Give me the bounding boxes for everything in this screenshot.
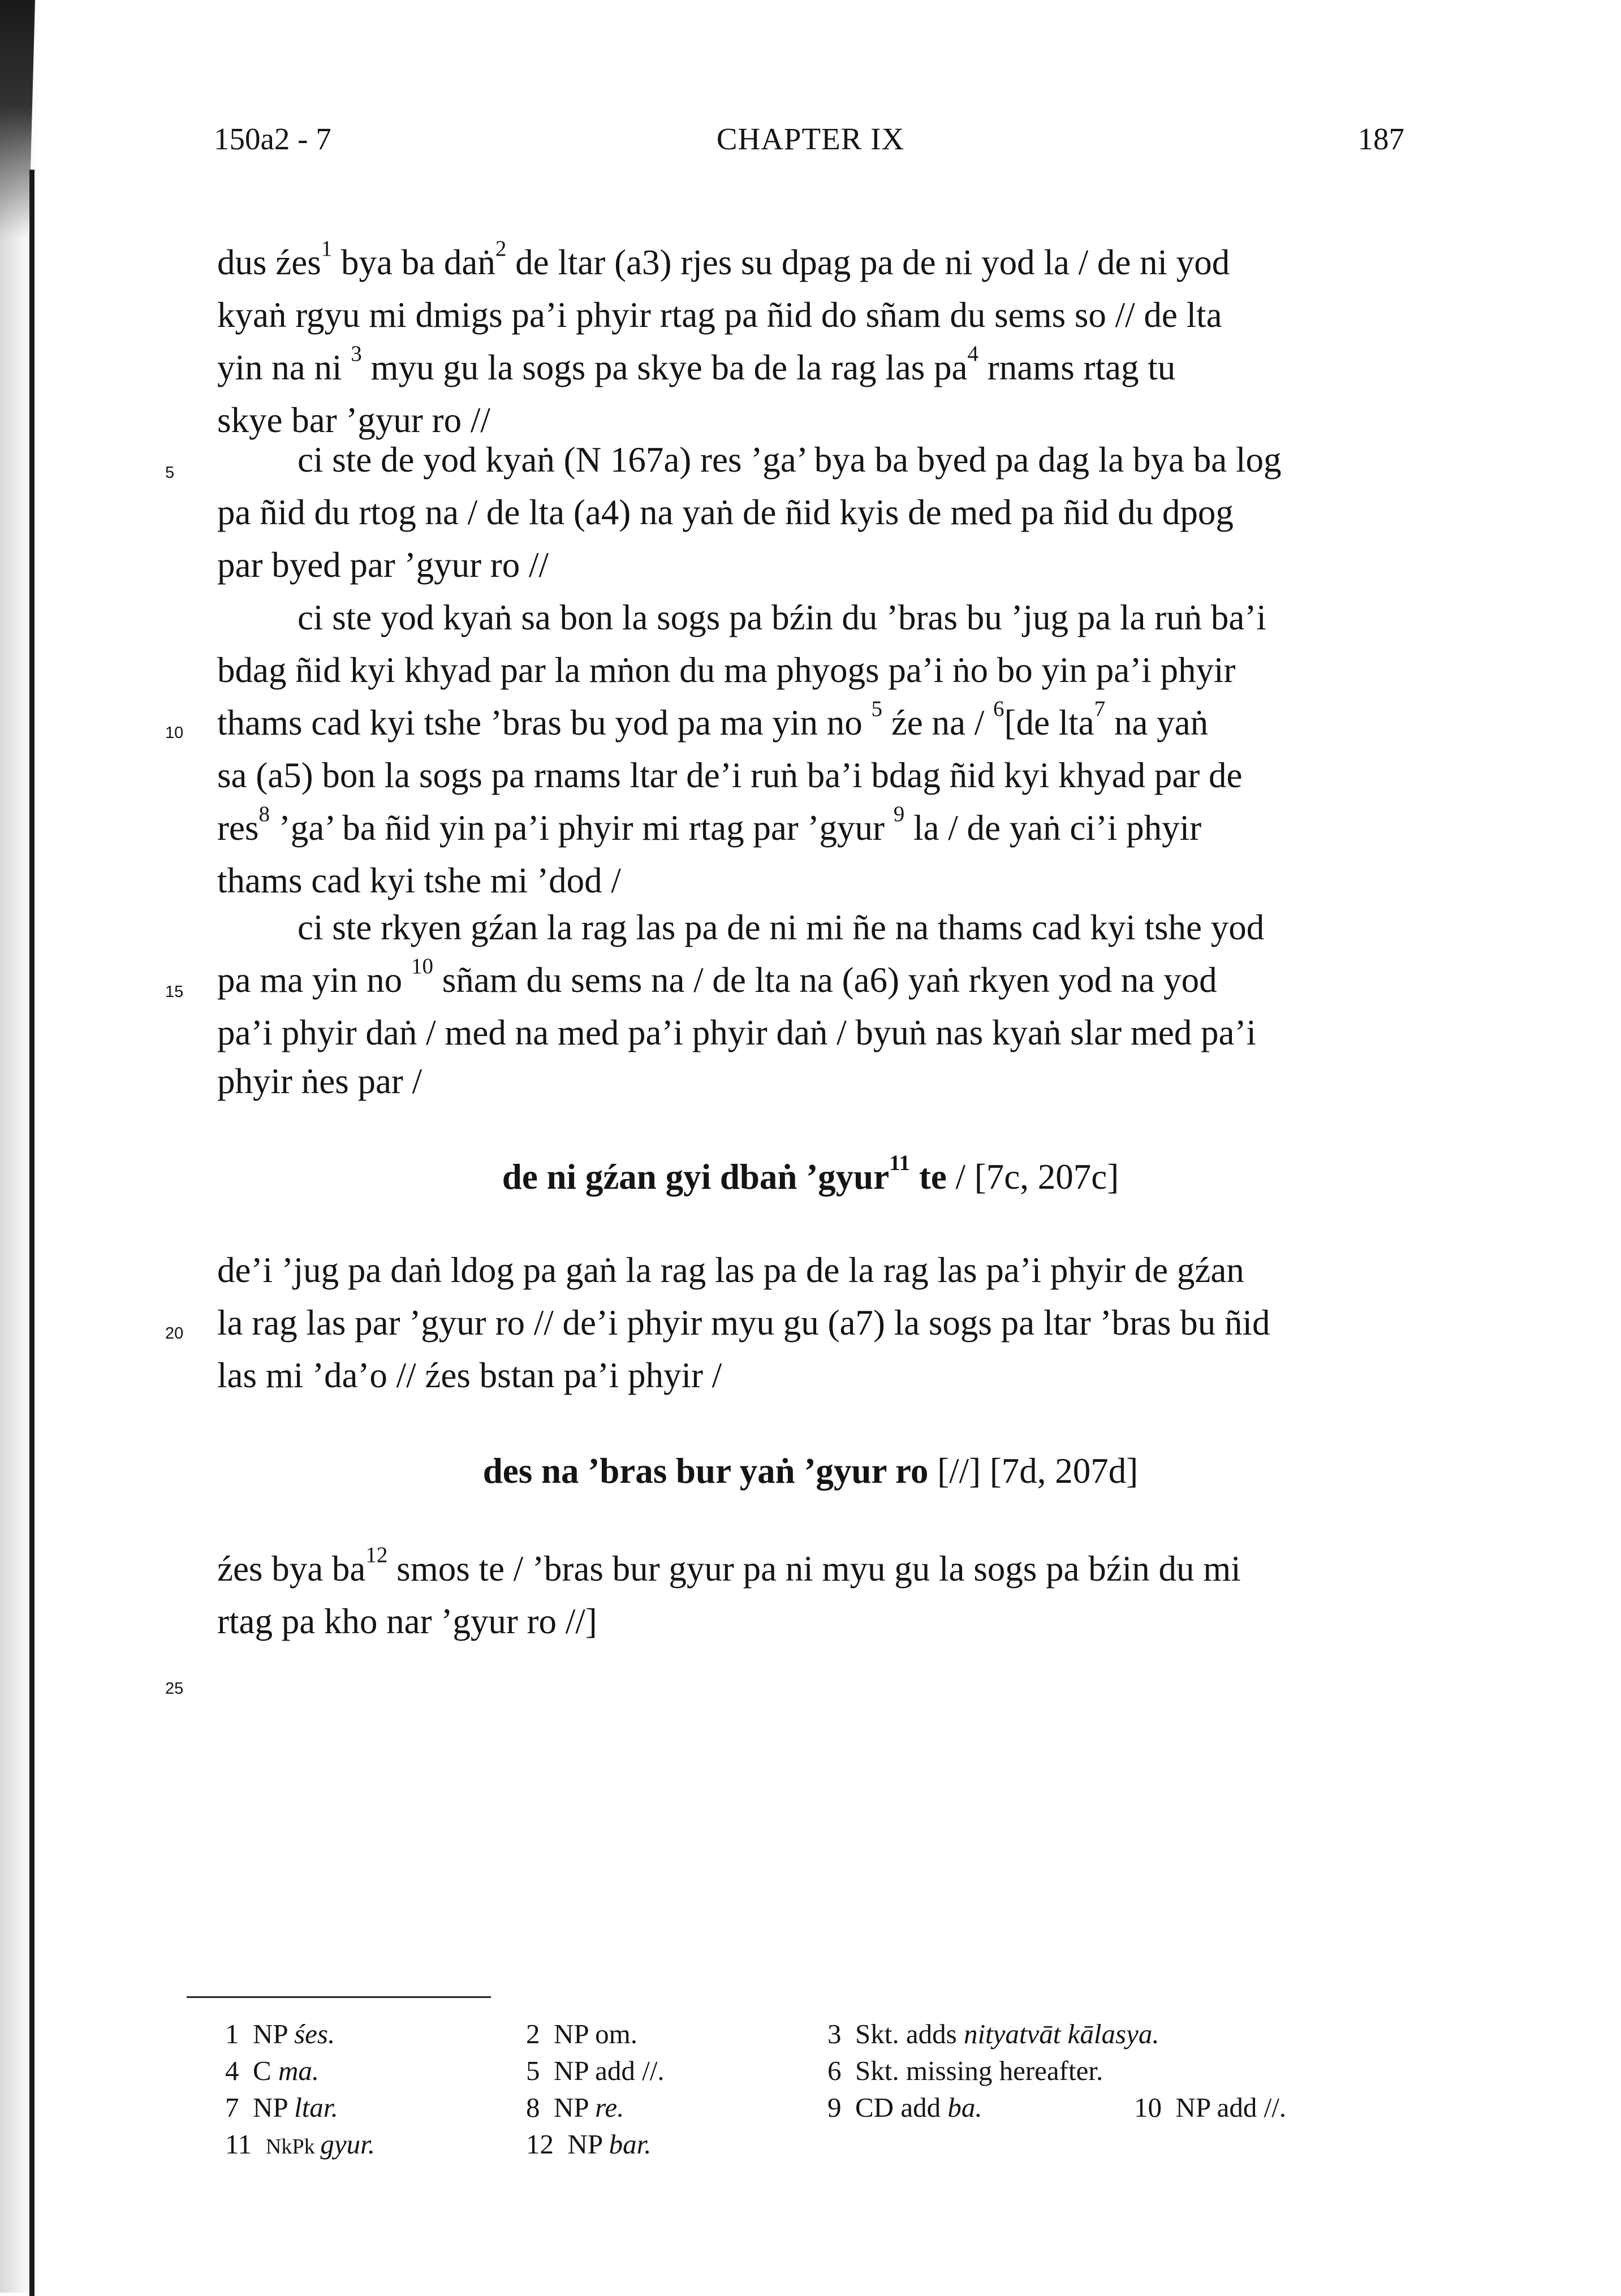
line-number: 5 xyxy=(165,464,175,482)
footnote-text: ba. xyxy=(947,2092,982,2123)
footnote-text: missing hereafter. xyxy=(906,2055,1103,2086)
text-line: pa’i phyir daṅ / med na med pa’i phyir daṅ / byuṅ nas kyaṅ slar med pa’i xyxy=(217,1013,1256,1052)
footnote-ref: 11 xyxy=(889,1150,911,1175)
text-line: ci ste rkyen gźan la rag las pa de ni mi ñe na thams cad kyi tshe yod xyxy=(298,908,1265,947)
footnote xyxy=(827,2090,982,2126)
footnote xyxy=(526,2126,651,2163)
text-line: dus źes$^1$ bya ba daṅ$^2$ de ltar (a3) rjes su dpag pa de ni yod la / de ni yod xyxy=(217,236,1230,282)
footnote-sigla: NkPk xyxy=(265,2135,321,2159)
footnote-text: re. xyxy=(595,2092,624,2123)
footnote-number: 7 xyxy=(225,2092,253,2123)
footnote-number: 6 xyxy=(827,2055,855,2086)
text-line: res$^8$ ’ga’ ba ñid yin pa’i phyir mi rtag par ’gyur $^9$ la / de yaṅ ci’i phyir xyxy=(217,801,1202,848)
line-number: 20 xyxy=(165,1324,184,1343)
footnote xyxy=(225,2126,375,2165)
footnote-text: śes. xyxy=(294,2018,335,2049)
footnote-sigla: CD add xyxy=(855,2092,948,2123)
text-line: thams cad kyi tshe mi ’dod / xyxy=(217,861,621,900)
verse-bold-text: des na ’bras bur yaṅ ’gyur ro xyxy=(482,1451,929,1491)
footnote-text: nityatvāt kālasya. xyxy=(963,2018,1159,2049)
footnote-number: 5 xyxy=(526,2055,554,2086)
footnote-ref: 4 xyxy=(967,341,979,366)
footnote-rule xyxy=(187,1996,491,1998)
root-verse-7d xyxy=(0,1445,1621,1497)
footnote xyxy=(225,2053,319,2089)
text-line: pa ñid du rtog na / de lta (a4) na yaṅ de ñid kyis de med pa ñid du dpog xyxy=(217,493,1234,532)
page-number: 187 xyxy=(1357,122,1404,156)
footnote-ref: 7 xyxy=(1094,696,1106,721)
footnote-ref: 6 xyxy=(993,696,1004,721)
text-line: la rag las par ’gyur ro // de’i phyir myu gu (a7) la sogs pa ltar ’bras bu ñid xyxy=(217,1303,1270,1343)
footnote-text: gyur. xyxy=(320,2129,375,2160)
verse-bold-end: te xyxy=(910,1157,947,1197)
verse-reference: / [7c, 207c] xyxy=(946,1157,1119,1197)
running-header-chapter: CHAPTER IX xyxy=(716,122,905,156)
footnote xyxy=(1134,2090,1286,2126)
text-line: phyir ṅes par / xyxy=(217,1061,423,1101)
footnote-sigla: NP xyxy=(567,2129,609,2160)
text-line: skye bar ’gyur ro // xyxy=(217,400,490,440)
footnote-ref: 8 xyxy=(258,801,270,826)
text-line: rtag pa kho nar ’gyur ro //] xyxy=(217,1602,597,1641)
text-line: yin na ni $^3$ myu gu la sogs pa skye ba de la rag las $pa^4$ rnams rtag tu xyxy=(217,341,1176,387)
footnote-ref: 12 xyxy=(365,1542,388,1567)
line-number: 10 xyxy=(165,724,184,742)
text-line: ci ste yod kyaṅ sa bon la sogs pa bźin du ’bras bu ’jug pa la ruṅ ba’i xyxy=(298,598,1266,637)
line-number: 15 xyxy=(165,983,184,1001)
text-line: sa (a5) bon la sogs pa rnams ltar de’i ruṅ ba’i bdag ñid kyi khyad par de xyxy=(217,756,1243,795)
footnote-ref: 9 xyxy=(893,801,905,826)
footnote-ref: 1 xyxy=(321,236,333,261)
footnote-text: bar. xyxy=(609,2129,652,2160)
footnote-number: 4 xyxy=(225,2055,253,2086)
binding-edge-line xyxy=(29,170,35,2296)
verse-reference: [//] [7d, 207d] xyxy=(928,1451,1139,1491)
text-line: par byed par ’gyur ro // xyxy=(217,545,549,585)
footnote xyxy=(225,2016,335,2052)
text-line: źes bya $ba^{12}$ smos te / ’bras bur gyur pa ni myu gu la sogs pa bźin du mi xyxy=(217,1542,1241,1589)
footnote-number: 10 xyxy=(1134,2092,1176,2123)
text-line: kyaṅ rgyu mi dmigs pa’i phyir rtag pa ñid do sñam du sems so // de lta xyxy=(217,295,1222,335)
footnote-text: ltar. xyxy=(294,2092,338,2123)
footnote xyxy=(827,2053,1103,2089)
footnote-number: 11 xyxy=(225,2129,266,2160)
line-number: 25 xyxy=(165,1680,184,1698)
footnote-number: 2 xyxy=(526,2018,554,2049)
footnote-text: ma. xyxy=(278,2055,320,2086)
verse-bold-text: de ni gźan gyi dbaṅ ’gyur xyxy=(502,1157,890,1197)
footnote-number: 9 xyxy=(827,2092,855,2123)
footnote-ref: 3 xyxy=(351,341,362,366)
footnote-number: 3 xyxy=(827,2018,855,2049)
running-header-left: 150a2 - 7 xyxy=(214,122,331,156)
text-line: ci ste de yod kyaṅ (N 167a) res ’ga’ bya ba byed pa dag la bya ba log xyxy=(298,440,1282,480)
footnote-sigla: Skt. adds xyxy=(855,2018,964,2049)
footnote-sigla: C xyxy=(253,2055,278,2086)
footnote xyxy=(526,2053,665,2089)
footnote-sigla: NP xyxy=(253,2092,295,2123)
footnote-number: 12 xyxy=(526,2129,568,2160)
footnote-text: add //. xyxy=(1217,2092,1287,2123)
footnote-ref: 2 xyxy=(495,236,507,261)
footnote xyxy=(526,2016,637,2052)
footnote-number: 8 xyxy=(526,2092,554,2123)
text-line: de’i ’jug pa daṅ ldog pa gaṅ la rag las pa de la rag las pa’i phyir de gźan xyxy=(217,1250,1244,1290)
footnote-number: 1 xyxy=(225,2018,253,2049)
footnote-sigla: NP xyxy=(253,2018,295,2049)
footnote xyxy=(225,2090,338,2126)
text-line: bdag ñid kyi khyad par la mṅon du ma phyogs pa’i ṅo bo yin pa’i phyir xyxy=(217,650,1236,690)
footnote-ref: 5 xyxy=(871,696,883,721)
footnote-sigla: NP xyxy=(554,2018,596,2049)
footnote xyxy=(526,2090,624,2126)
footnote-sigla: NP xyxy=(554,2092,596,2123)
text-line: thams cad kyi tshe ’bras bu yod pa ma yin no $^5$ źe na / $^6$[de lta$^7$ na yaṅ xyxy=(217,696,1209,743)
footnote-sigla: NP xyxy=(1175,2092,1217,2123)
footnote-sigla: Skt. xyxy=(855,2055,906,2086)
footnote-ref: 10 xyxy=(411,953,433,978)
text-line: las mi ’da’o // źes bstan pa’i phyir / xyxy=(217,1356,722,1395)
text-line: pa ma yin no $^{10}$ sñam du sems na / de lta na (a6) yaṅ rkyen yod na yod xyxy=(217,953,1217,1000)
footnote-text: om. xyxy=(595,2018,637,2049)
footnote-text: add //. xyxy=(595,2055,665,2086)
footnote-sigla: NP xyxy=(554,2055,596,2086)
root-verse-7c xyxy=(0,1151,1621,1203)
footnote xyxy=(827,2016,1159,2052)
